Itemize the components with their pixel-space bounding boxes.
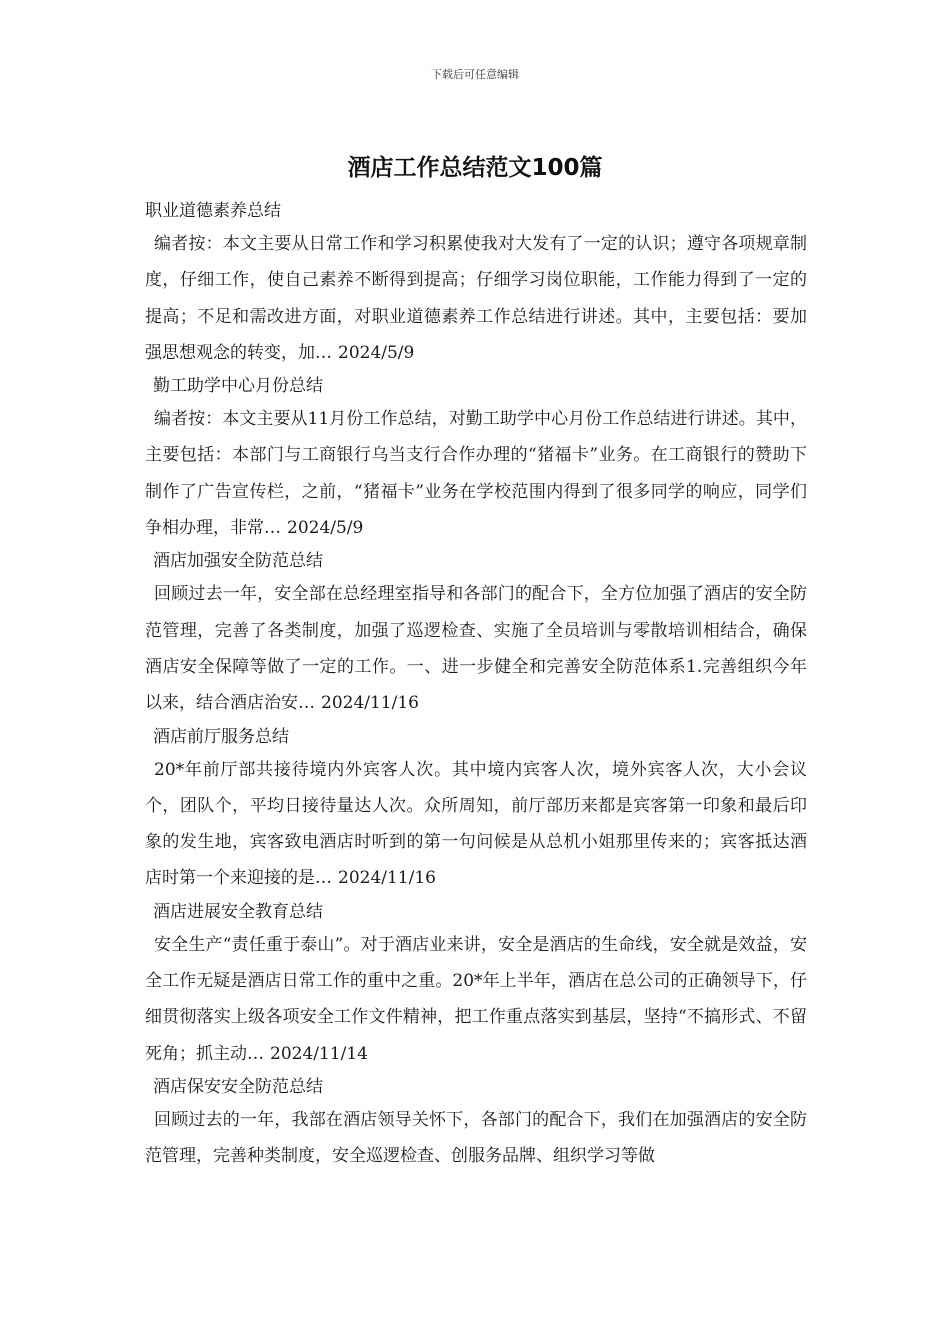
entry-title: 酒店前厅服务总结 — [153, 726, 289, 747]
entry-body — [145, 576, 807, 721]
summary-entry — [145, 546, 807, 721]
entry-title: 勤工助学中心月份总结 — [153, 376, 323, 397]
entry-excerpt: 回顾过去的一年，我部在酒店领导关怀下，各部门的配合下，我们在加强酒店的安全防范管理，完善种类制度，安全巡逻检查、创服务品牌、组织学习等做 — [145, 1109, 807, 1167]
entry-body — [145, 927, 807, 1072]
document-body — [145, 196, 807, 1175]
entry-title: 职业道德素养总结 — [145, 201, 281, 221]
summary-entry — [145, 897, 807, 1072]
entry-excerpt: 回顾过去一年，安全部在总经理室指导和各部门的配合下，全方位加强了酒店的安全防范管理，完善了各类制度，加强了巡逻检查、实施了全员培训与零散培训相结合，确保酒店安全保障等做了一定的工作。一、进一步健全和完善安全防范体系1.完善组织今年以来，结合酒店治安… — [145, 584, 807, 714]
entry-excerpt: 20*年前厅部共接待境内外宾客人次。其中境内宾客人次，境外宾客人次，大小会议个，团队个，平均日接待量达人次。众所周知，前厅部历来都是宾客第一印象和最后印象的发生地，宾客致电酒店时听到的第一句问候是从总机小姐那里传来的；宾客抵达酒店时第一个来迎接的是… — [145, 759, 807, 889]
summary-entry — [145, 722, 807, 897]
summary-entry — [145, 196, 807, 371]
entry-date: 2024/5/9 — [338, 342, 415, 363]
entry-excerpt: 编者按：本文主要从11月份工作总结，对勤工助学中心月份工作总结进行讲述。其中，主要包括：本部门与工商银行乌当支行合作办理的“猪福卡”业务。在工商银行的赞助下制作了广告宣传栏，之前，“猪福卡”业务在学校范围内得到了很多同学的响应，同学们争相办理，非常… — [145, 409, 807, 539]
summary-entry — [145, 371, 807, 546]
entry-date: 2024/5/9 — [287, 518, 364, 539]
entry-date: 2024/11/14 — [270, 1043, 368, 1064]
entry-body — [145, 1102, 807, 1175]
entry-body — [145, 226, 807, 371]
header-note: 下载后可任意编辑 — [431, 68, 519, 81]
entry-title: 酒店进展安全教育总结 — [153, 901, 323, 922]
summary-entry — [145, 1072, 807, 1175]
entry-excerpt: 编者按：本文主要从日常工作和学习积累使我对大发有了一定的认识；遵守各项规章制度，仔细工作，使自己素养不断得到提高；仔细学习岗位职能，工作能力得到了一定的提高；不足和需改进方面，对职业道德素养工作总结进行讲述。其中，主要包括：要加强思想观念的转变，加… — [145, 234, 807, 363]
entry-body — [145, 401, 807, 546]
entry-title: 酒店保安安全防范总结 — [153, 1076, 323, 1097]
document-title: 酒店工作总结范文100篇 — [347, 155, 603, 181]
entry-body — [145, 752, 807, 897]
entry-date: 2024/11/16 — [321, 693, 419, 714]
entry-excerpt: 安全生产“责任重于泰山”。对于酒店业来讲，安全是酒店的生命线，安全就是效益，安全工作无疑是酒店日常工作的重中之重。20*年上半年，酒店在总公司的正确领导下，仔细贯彻落实上级各项安全工作文件精神，把工作重点落实到基层，坚持“不搞形式、不留死角；抓主动… — [145, 934, 807, 1064]
entry-date: 2024/11/16 — [338, 868, 436, 889]
entry-title: 酒店加强安全防范总结 — [153, 551, 323, 572]
